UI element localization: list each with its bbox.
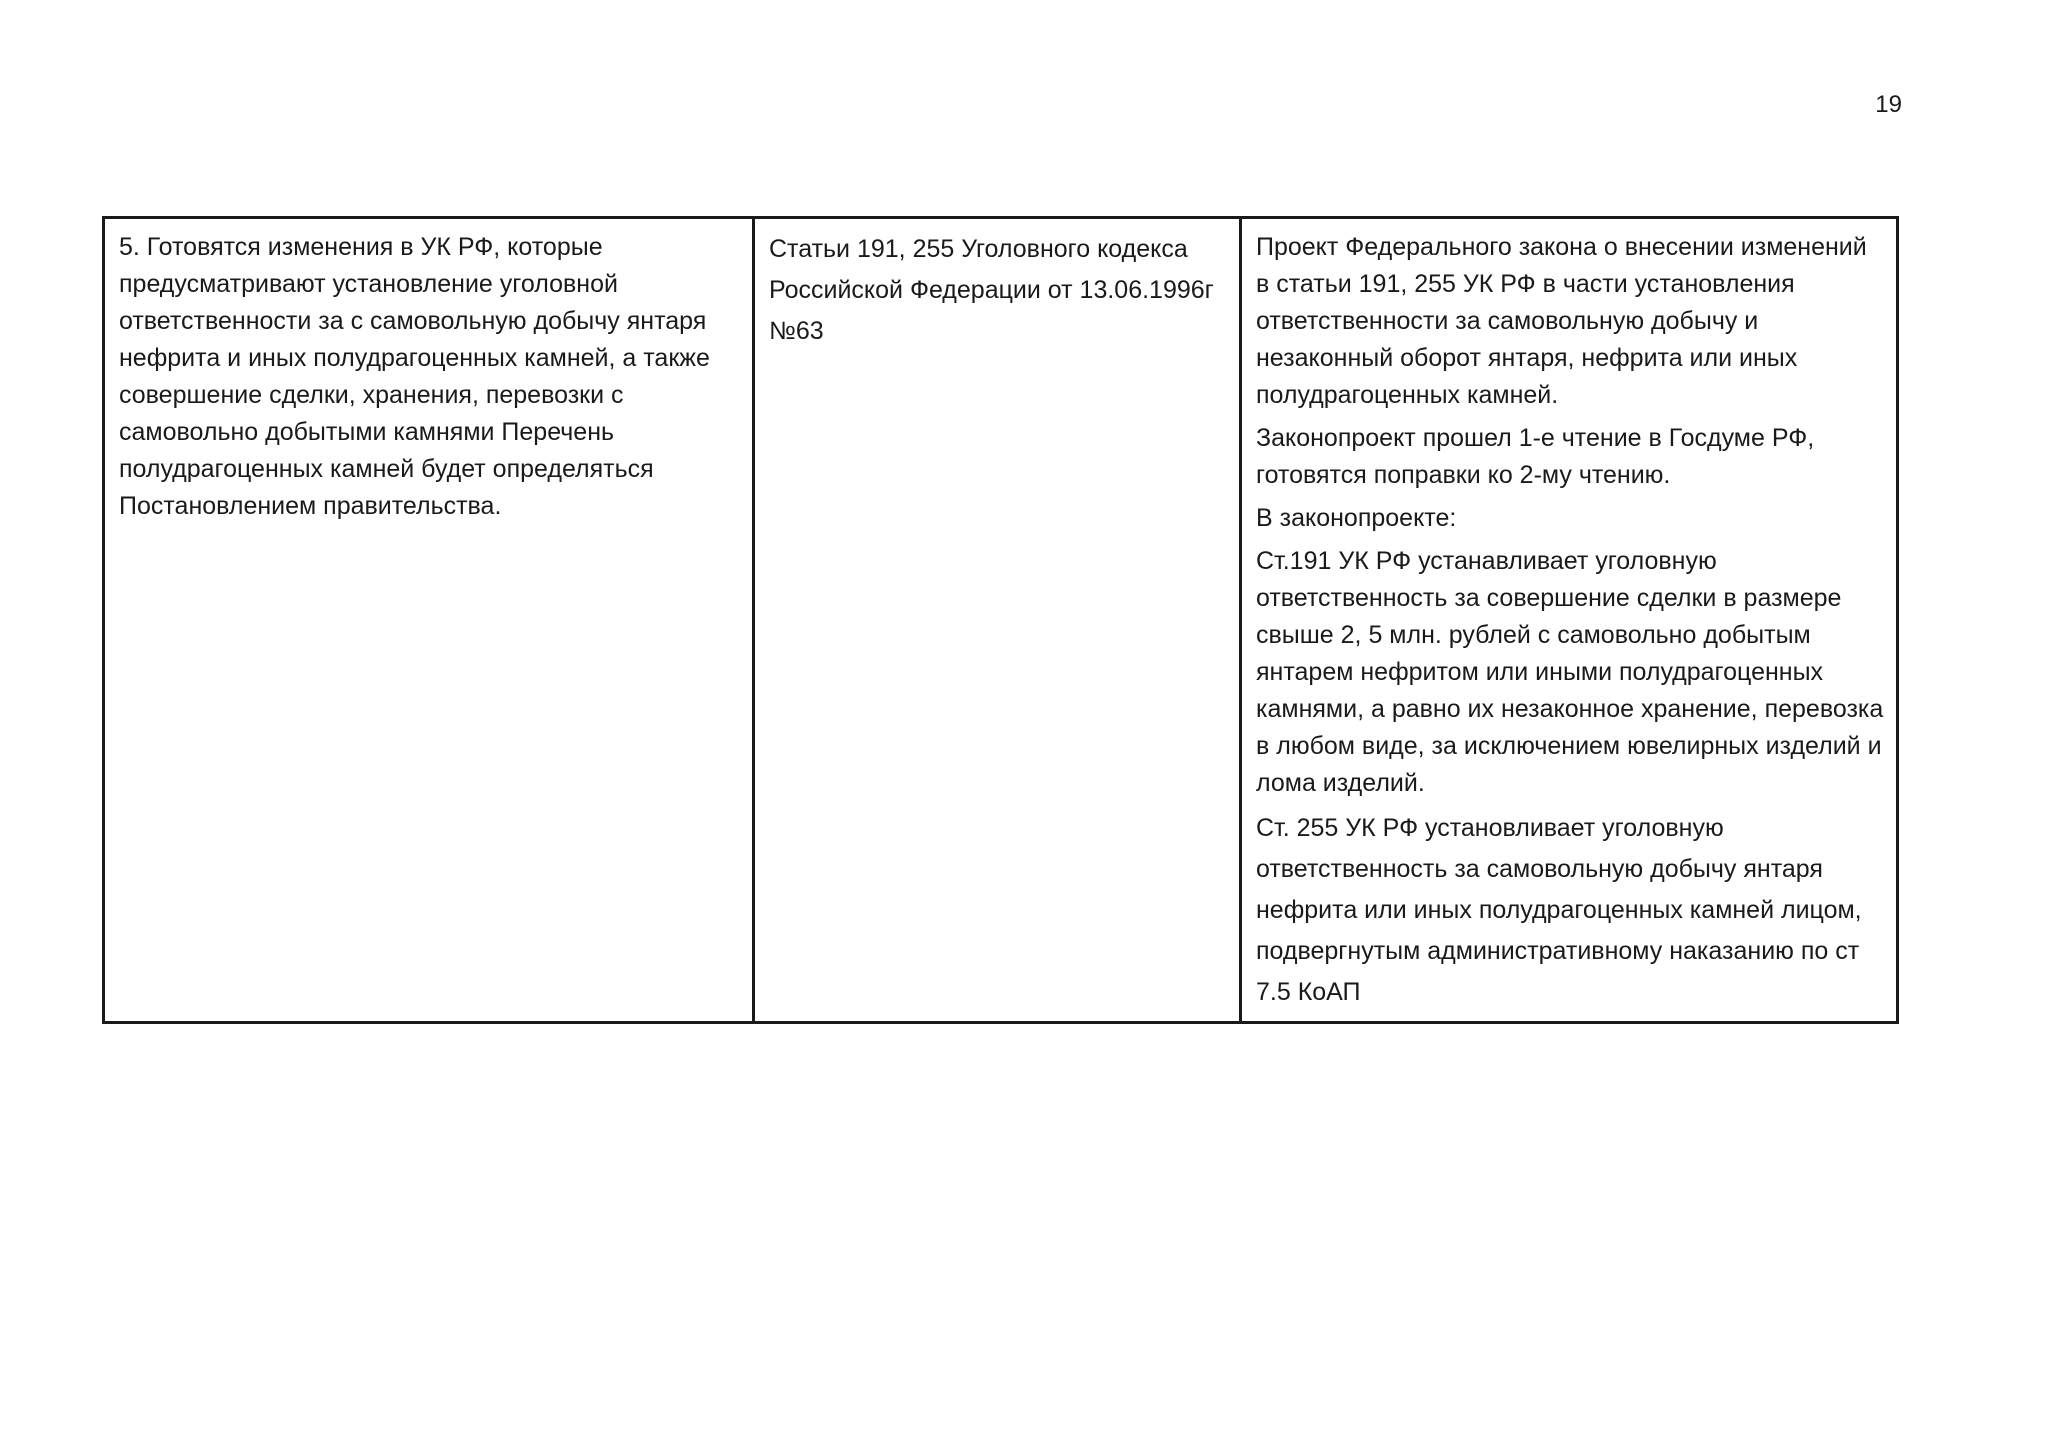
legislation-table bbox=[102, 216, 1899, 1024]
page-number: 19 bbox=[1875, 91, 1902, 118]
cell-paragraph: Ст.191 УК РФ устанавливает уголовную ответственность за совершение сделки в размере свыше 2, 5 млн. рублей с самовольно добытым янтарем нефритом или иными полудрагоценных камнями, а равно их незаконное хранение, перевозка в любом виде, за исключением ювелирных изделий и лома изделий. bbox=[1256, 547, 1884, 797]
table-cell-legal-basis bbox=[754, 218, 1241, 1023]
table-cell-description bbox=[104, 218, 754, 1023]
cell-paragraph: Ст. 255 УК РФ установливает уголовную ответственность за самовольную добычу янтаря нефрита или иных полудрагоценных камней лицом, подвергнутым административному наказанию по ст 7.5 КоАП bbox=[1256, 814, 1862, 1006]
cell-paragraph: 5. Готовятся изменения в УК РФ, которые предусматривают установление уголовной ответственности за с самовольную добычу янтаря нефрита и иных полудрагоценных камней, а также совершение сделки, хранения, перевозки с самовольно добытыми камнями Перечень полудрагоценных камней будет определяться Постановлением правительства. bbox=[119, 233, 710, 520]
cell-paragraph: Проект Федерального закона о внесении изменений в статьи 191, 255 УК РФ в части установления ответственности за самовольную добычу и незаконный оборот янтаря, нефрита или иных полудрагоценных камней. bbox=[1256, 233, 1867, 409]
table-row bbox=[104, 218, 1898, 1023]
cell-paragraph: Законопроект прошел 1-е чтение в Госдуме РФ, готовятся поправки ко 2-му чтению. bbox=[1256, 424, 1815, 489]
cell-paragraph: Статьи 191, 255 Уголовного кодекса Российской Федерации от 13.06.1996г №63 bbox=[769, 235, 1214, 345]
cell-paragraph: В законопроекте: bbox=[1256, 504, 1457, 532]
table-cell-draft-law bbox=[1241, 218, 1898, 1023]
